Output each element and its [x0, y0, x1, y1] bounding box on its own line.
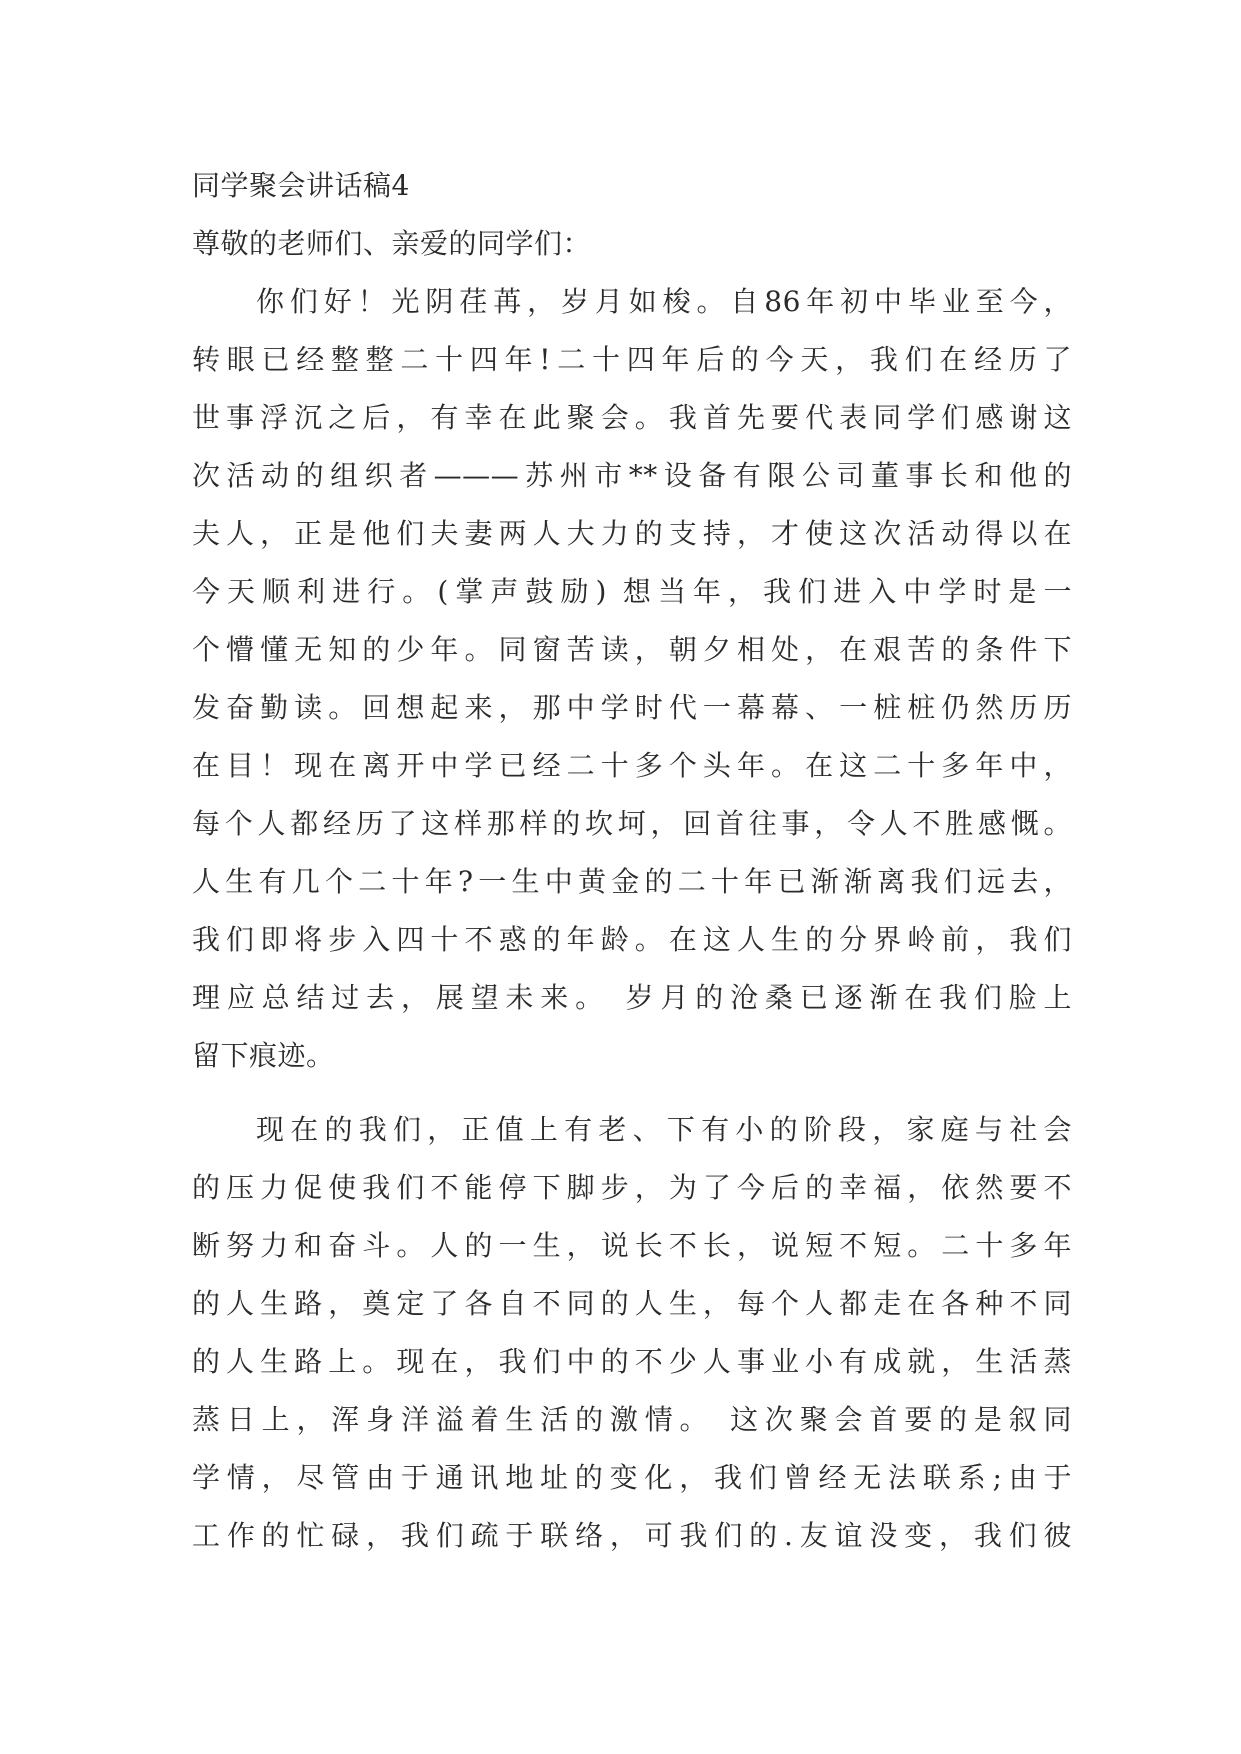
paragraph1-line: 今天顺利进行。(掌声鼓励) 想当年，我们进入中学时是一 — [192, 575, 1072, 608]
paragraph1-line: 人生有几个二十年?一生中黄金的二十年已渐渐离我们远去， — [192, 865, 1072, 898]
paragraph1-line: 理应总结过去，展望未来。 岁月的沧桑已逐渐在我们脸上 — [192, 981, 1072, 1014]
paragraph2-line: 现在的我们，正值上有老、下有小的阶段，家庭与社会 — [256, 1113, 1072, 1146]
paragraph1-line: 个懵懂无知的少年。同窗苦读，朝夕相处，在艰苦的条件下 — [192, 633, 1072, 666]
paragraph2-line: 的压力促使我们不能停下脚步，为了今后的幸福，依然要不 — [192, 1171, 1072, 1204]
paragraph1-line: 每个人都经历了这样那样的坎坷，回首往事，令人不胜感慨。 — [192, 807, 1072, 840]
paragraph2-line: 的人生路上。现在，我们中的不少人事业小有成就，生活蒸 — [192, 1345, 1072, 1378]
paragraph1-line: 在目！现在离开中学已经二十多个头年。在这二十多年中， — [192, 749, 1072, 782]
paragraph1-line: 转眼已经整整二十四年!二十四年后的今天，我们在经历了 — [192, 343, 1072, 376]
document-title: 同学聚会讲话稿4 — [192, 169, 410, 202]
paragraph2-line: 断努力和奋斗。人的一生，说长不长，说短不短。二十多年 — [192, 1229, 1072, 1262]
paragraph2-line: 学情，尽管由于通讯地址的变化，我们曾经无法联系;由于 — [192, 1461, 1072, 1494]
paragraph2-line: 工作的忙碌，我们疏于联络，可我们的.友谊没变，我们彼 — [192, 1519, 1072, 1552]
paragraph1-line: 次活动的组织者———苏州市**设备有限公司董事长和他的 — [192, 459, 1072, 492]
paragraph1-line: 夫人，正是他们夫妻两人大力的支持，才使这次活动得以在 — [192, 517, 1072, 550]
paragraph1-line: 发奋勤读。回想起来，那中学时代一幕幕、一桩桩仍然历历 — [192, 691, 1072, 724]
paragraph1-line: 你们好！光阴荏苒，岁月如梭。自86年初中毕业至今， — [256, 285, 1072, 318]
paragraph2-line: 的人生路，奠定了各自不同的人生，每个人都走在各种不同 — [192, 1287, 1072, 1320]
salutation: 尊敬的老师们、亲爱的同学们： — [192, 227, 592, 260]
paragraph1-line: 我们即将步入四十不惑的年龄。在这人生的分界岭前，我们 — [192, 923, 1072, 956]
paragraph2-line: 蒸日上，浑身洋溢着生活的激情。 这次聚会首要的是叙同 — [192, 1403, 1072, 1436]
paragraph1-line: 世事浮沉之后，有幸在此聚会。我首先要代表同学们感谢这 — [192, 401, 1072, 434]
paragraph1-line: 留下痕迹。 — [192, 1039, 335, 1072]
